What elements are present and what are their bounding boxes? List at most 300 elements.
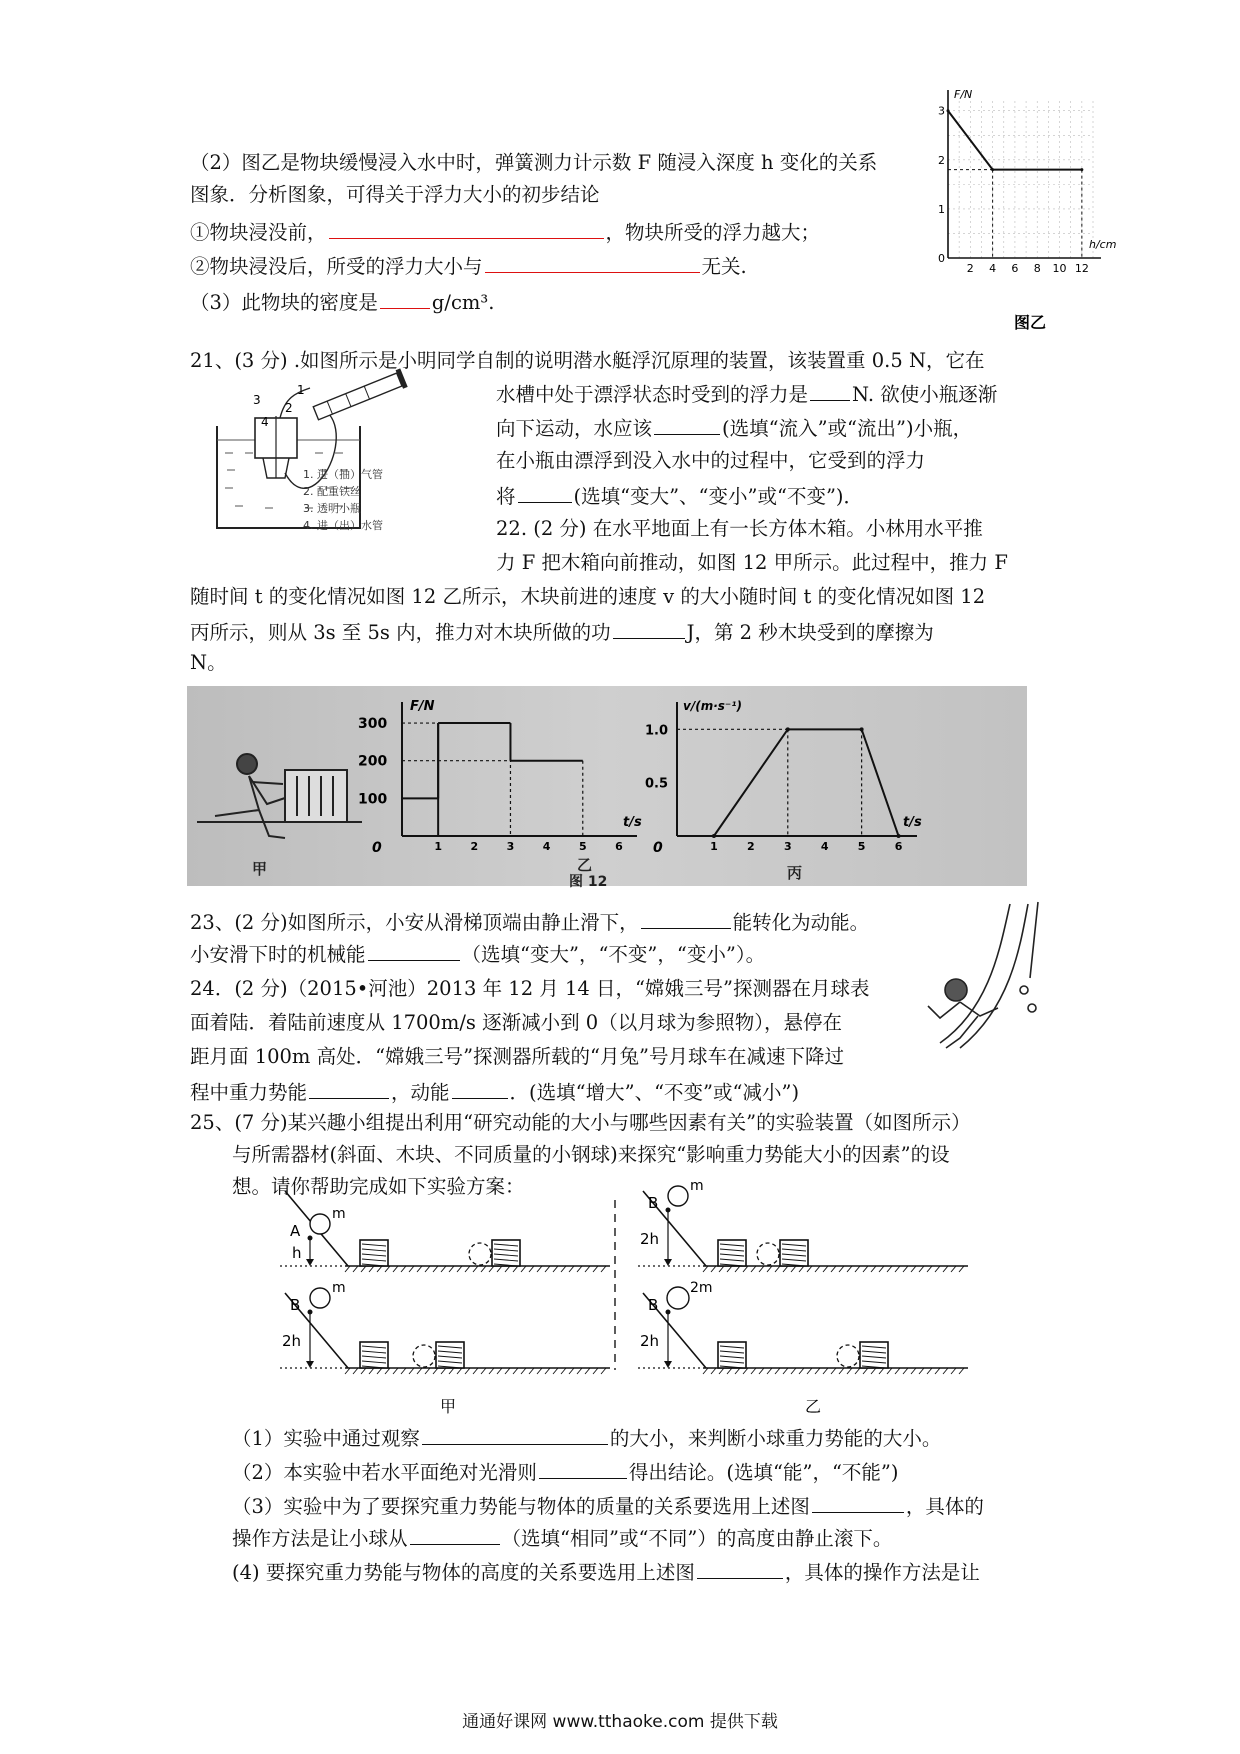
answer-blank[interactable] bbox=[812, 1492, 904, 1513]
x-tick-label: 4 bbox=[542, 840, 551, 853]
data-point bbox=[1080, 168, 1083, 171]
y-tick-label: 1.0 bbox=[645, 723, 669, 739]
mass-label: m bbox=[690, 1178, 704, 1194]
ground-hatch bbox=[489, 1266, 494, 1272]
x-tick-label: 4 bbox=[820, 840, 829, 853]
ground-hatch bbox=[831, 1266, 836, 1272]
ground-hatch bbox=[345, 1368, 350, 1374]
q20-line-2-1: （2）图乙是物块缓慢浸入水中时，弹簧测力计示数 F 随浸入深度 h 变化的关系 bbox=[190, 151, 878, 174]
q21-line-1: 21、(3 分) .如图所示是小明同学自制的说明潜水艇浮沉原理的装置，该装置重 0.5 N，它在 bbox=[190, 349, 985, 372]
ground-hatch bbox=[521, 1368, 526, 1374]
ground-hatch bbox=[601, 1368, 606, 1374]
experiment-diagrams bbox=[280, 1178, 968, 1374]
ground-hatch bbox=[735, 1368, 740, 1374]
q23-l1-pre: 23、(2 分)如图所示，小安从滑梯顶端由静止滑下， bbox=[190, 911, 639, 934]
q21-l5-pre: 将 bbox=[496, 485, 516, 508]
ground-hatch bbox=[569, 1266, 574, 1272]
origin-label: 0 bbox=[653, 840, 663, 856]
ball bbox=[310, 1288, 330, 1308]
ground-hatch bbox=[585, 1368, 590, 1374]
ground-hatch bbox=[959, 1368, 964, 1374]
height-label: 2h bbox=[282, 1332, 302, 1350]
ground-hatch bbox=[911, 1368, 916, 1374]
ground-hatch bbox=[465, 1368, 470, 1374]
q20-p3-pre: （3）此物块的密度是 bbox=[190, 291, 378, 314]
ground-hatch bbox=[855, 1368, 860, 1374]
ground-hatch bbox=[553, 1266, 558, 1272]
x-axis-label: t/s bbox=[903, 815, 922, 830]
data-point bbox=[786, 727, 790, 731]
fig-legend-1: 1. 进（抽）气管 bbox=[303, 468, 383, 481]
ground-hatch bbox=[409, 1266, 414, 1272]
ground-hatch bbox=[791, 1266, 796, 1272]
ground-hatch bbox=[585, 1266, 590, 1272]
fig-label-yi: 乙 bbox=[805, 1397, 822, 1416]
mass-label: 2m bbox=[690, 1280, 713, 1296]
x-tick-label: 4 bbox=[989, 262, 997, 275]
ground-hatch bbox=[703, 1368, 708, 1374]
q25-sub-4 bbox=[232, 1558, 980, 1586]
ground-hatch bbox=[393, 1368, 398, 1374]
ground-hatch bbox=[561, 1368, 566, 1374]
ground-hatch bbox=[513, 1368, 518, 1374]
arrow-head bbox=[664, 1361, 672, 1368]
x-tick-label: 6 bbox=[615, 840, 623, 853]
q20-c1-pre: ①物块浸没前， bbox=[190, 221, 327, 244]
ground-hatch bbox=[553, 1368, 558, 1374]
answer-blank[interactable] bbox=[697, 1558, 783, 1579]
ground-hatch bbox=[409, 1368, 414, 1374]
ground-hatch bbox=[847, 1368, 852, 1374]
ground-hatch bbox=[473, 1368, 478, 1374]
q20-c2-pre: ②物块浸没后，所受的浮力大小与 bbox=[190, 255, 483, 278]
ground-hatch bbox=[353, 1266, 358, 1272]
fig-legend-2: 2. 配重铁丝 bbox=[303, 485, 361, 498]
ground-hatch bbox=[719, 1266, 724, 1272]
ground-hatch bbox=[385, 1368, 390, 1374]
ball-ghost bbox=[469, 1243, 491, 1265]
q24-line-3: 距月面 100m 高处．“嫦娥三号”探测器所载的“月兔”号月球车在减速下降过 bbox=[190, 1045, 844, 1068]
answer-blank[interactable] bbox=[518, 482, 572, 503]
answer-blank[interactable] bbox=[641, 908, 731, 929]
q21-line-4: 在小瓶由漂浮到没入水中的过程中，它受到的浮力 bbox=[496, 449, 926, 472]
q25-line-3: 想。请你帮助完成如下实验方案： bbox=[232, 1175, 525, 1198]
q22-line-3: 随时间 t 的变化情况如图 12 乙所示，木块前进的速度 v 的大小随时间 t 的变化情况如图 12 bbox=[190, 585, 986, 608]
ground-hatch bbox=[711, 1368, 716, 1374]
q25-sub-2 bbox=[232, 1458, 899, 1486]
ground-hatch bbox=[457, 1266, 462, 1272]
ground-hatch bbox=[911, 1266, 916, 1272]
q20-density bbox=[190, 288, 494, 316]
ground-hatch bbox=[919, 1266, 924, 1272]
start-point bbox=[666, 1208, 671, 1213]
q22-l4-pre: 丙所示，则从 3s 至 5s 内，推力对木块所做的功 bbox=[190, 621, 611, 644]
q25-sub-3b bbox=[232, 1524, 892, 1552]
q20-conclusion-1 bbox=[190, 218, 820, 246]
ground-hatch bbox=[449, 1266, 454, 1272]
ground-hatch bbox=[433, 1266, 438, 1272]
ground-hatch bbox=[497, 1266, 502, 1272]
y-axis-label: v/(m·s⁻¹) bbox=[683, 699, 742, 713]
ground-hatch bbox=[767, 1266, 772, 1272]
ground-hatch bbox=[417, 1368, 422, 1374]
answer-blank[interactable] bbox=[309, 1078, 389, 1099]
ground-hatch bbox=[369, 1368, 374, 1374]
ground-hatch bbox=[815, 1266, 820, 1272]
origin-label: 0 bbox=[938, 252, 945, 265]
point-label: A bbox=[290, 1222, 301, 1240]
data-point bbox=[947, 109, 950, 112]
height-label: 2h bbox=[640, 1332, 660, 1350]
q25-line-2: 与所需器材(斜面、木块、不同质量的小钢球)来探究“影响重力势能大小的因素”的设 bbox=[232, 1143, 950, 1166]
fig-label-3: 3 bbox=[253, 393, 261, 407]
ground-hatch bbox=[927, 1368, 932, 1374]
answer-blank[interactable] bbox=[810, 380, 850, 401]
q25-s1-pre: （1）实验中通过观察 bbox=[232, 1427, 420, 1450]
data-point bbox=[991, 168, 994, 171]
y-tick-label: 1 bbox=[938, 202, 945, 216]
q21-l3-post: (选填“流入”或“流出”)小瓶， bbox=[722, 417, 973, 440]
ground-hatch bbox=[369, 1266, 374, 1272]
ground-hatch bbox=[831, 1368, 836, 1374]
ground-hatch bbox=[775, 1266, 780, 1272]
q21-line-3 bbox=[496, 414, 972, 442]
ground-hatch bbox=[577, 1368, 582, 1374]
ground-hatch bbox=[449, 1368, 454, 1374]
answer-blank[interactable] bbox=[613, 618, 685, 639]
ground-hatch bbox=[759, 1266, 764, 1272]
ground-hatch bbox=[919, 1368, 924, 1374]
start-point bbox=[666, 1310, 671, 1315]
height-label: h bbox=[292, 1244, 302, 1262]
q25-s3-pre: （3）实验中为了要探究重力势能与物体的质量的关系要选用上述图 bbox=[232, 1495, 810, 1518]
answer-blank[interactable] bbox=[654, 414, 720, 435]
q23-l1-post: 能转化为动能。 bbox=[732, 911, 870, 934]
ground-hatch bbox=[361, 1368, 366, 1374]
ground-hatch bbox=[887, 1266, 892, 1272]
ground-hatch bbox=[743, 1368, 748, 1374]
figure-12 bbox=[187, 686, 1027, 890]
q22-line-1: 22. (2 分) 在水平地面上有一长方体木箱。小林用水平推 bbox=[496, 517, 983, 540]
fig-yi-caption: 图乙 bbox=[1013, 313, 1047, 332]
ground-hatch bbox=[345, 1266, 350, 1272]
q22-line-2: 力 F 把木箱向前推动，如图 12 甲所示。此过程中，推力 F bbox=[496, 551, 1008, 574]
y-tick-label: 2 bbox=[938, 153, 945, 167]
arrow-head bbox=[306, 1259, 314, 1266]
x-tick-label: 5 bbox=[578, 840, 587, 853]
ground-hatch bbox=[727, 1368, 732, 1374]
ground-hatch bbox=[441, 1368, 446, 1374]
q20-conclusion-2 bbox=[190, 252, 747, 280]
arrow-head bbox=[664, 1259, 672, 1266]
answer-blank[interactable] bbox=[422, 1424, 608, 1445]
q23-line-1 bbox=[190, 908, 869, 936]
ground-hatch bbox=[465, 1266, 470, 1272]
q24-l4-pre: 程中重力势能 bbox=[190, 1081, 308, 1104]
x-tick-label: 6 bbox=[1011, 262, 1019, 275]
fig-yi-plot bbox=[938, 88, 1116, 275]
ground-hatch bbox=[537, 1266, 542, 1272]
y-tick-label: 200 bbox=[358, 753, 388, 770]
ground-hatch bbox=[871, 1266, 876, 1272]
footer-source: 通通好课网 www.tthaoke.com 提供下载 bbox=[462, 1712, 778, 1732]
q25-s2-pre: （2）本实验中若水平面绝对光滑则 bbox=[232, 1461, 537, 1484]
q25-s3-post: ，具体的 bbox=[905, 1495, 984, 1518]
answer-blank[interactable] bbox=[380, 288, 430, 309]
ground-hatch bbox=[943, 1368, 948, 1374]
ground-hatch bbox=[529, 1368, 534, 1374]
ground-hatch bbox=[735, 1266, 740, 1272]
ground-hatch bbox=[425, 1266, 430, 1272]
q25-s3b-post: （选填“相同”或“不同”）的高度由静止滚下。 bbox=[501, 1527, 893, 1550]
ground-hatch bbox=[767, 1368, 772, 1374]
ball-ghost bbox=[413, 1345, 435, 1367]
ground-hatch bbox=[751, 1368, 756, 1374]
ground-hatch bbox=[521, 1266, 526, 1272]
label-yi: 乙 bbox=[577, 856, 593, 874]
q22-line-4 bbox=[190, 618, 934, 646]
ground-hatch bbox=[401, 1266, 406, 1272]
q25-sub-3 bbox=[232, 1492, 984, 1520]
x-tick-label: 12 bbox=[1074, 262, 1089, 275]
q24-line-4 bbox=[190, 1078, 799, 1106]
data-point bbox=[712, 834, 716, 838]
ground-hatch bbox=[823, 1368, 828, 1374]
answer-blank[interactable] bbox=[368, 940, 460, 961]
fig-label-2: 2 bbox=[285, 401, 293, 415]
ground-hatch bbox=[473, 1266, 478, 1272]
x-tick-label: 1 bbox=[710, 840, 718, 853]
q23-l2-pre: 小安滑下时的机械能 bbox=[190, 943, 366, 966]
x-tick-label: 6 bbox=[894, 840, 903, 853]
ground-hatch bbox=[943, 1266, 948, 1272]
mass-label: m bbox=[332, 1280, 346, 1296]
start-point bbox=[308, 1310, 313, 1315]
ground-hatch bbox=[601, 1266, 606, 1272]
ground-hatch bbox=[377, 1368, 382, 1374]
ground-hatch bbox=[895, 1266, 900, 1272]
q25-sub-1 bbox=[232, 1424, 941, 1452]
x-tick-label: 3 bbox=[506, 840, 515, 853]
answer-blank[interactable] bbox=[410, 1524, 500, 1545]
f-h-line bbox=[948, 111, 1082, 170]
q21-l5-post: (选填“变大”、“变小”或“不变”)． bbox=[573, 485, 864, 508]
ball-ghost bbox=[837, 1345, 859, 1367]
ground-hatch bbox=[743, 1266, 748, 1272]
x-tick-label: 2 bbox=[966, 262, 974, 275]
ground-hatch bbox=[425, 1368, 430, 1374]
ground-hatch bbox=[863, 1266, 868, 1272]
q24-l4-mid: ，动能 bbox=[391, 1081, 450, 1104]
point-label: B bbox=[648, 1296, 659, 1314]
ground-hatch bbox=[529, 1266, 534, 1272]
ground-hatch bbox=[505, 1368, 510, 1374]
q25-s2-post: 得出结论。(选填“能”，“不能”) bbox=[628, 1461, 899, 1484]
ground-hatch bbox=[561, 1266, 566, 1272]
answer-blank[interactable] bbox=[452, 1078, 508, 1099]
fig-label-4: 4 bbox=[261, 415, 269, 429]
q24-line-2: 面着陆．着陆前速度从 1700m/s 逐渐减小到 0（以月球为参照物），悬停在 bbox=[190, 1011, 842, 1034]
ground-hatch bbox=[935, 1266, 940, 1272]
ground-hatch bbox=[775, 1368, 780, 1374]
q24-l4-post: ．(选填“增大”、“不变”或“减小”) bbox=[509, 1081, 800, 1104]
ground-hatch bbox=[903, 1266, 908, 1272]
ground-hatch bbox=[871, 1368, 876, 1374]
x-tick-label: 3 bbox=[783, 840, 792, 853]
q21-line-5 bbox=[496, 482, 863, 510]
q25-s3b-pre: 操作方法是让小球从 bbox=[232, 1527, 408, 1550]
y-tick-label: 3 bbox=[938, 104, 945, 118]
ground-hatch bbox=[951, 1368, 956, 1374]
ground-hatch bbox=[433, 1368, 438, 1374]
q20-line-2-2: 图象．分析图象，可得关于浮力大小的初步结论 bbox=[190, 183, 600, 206]
ground-hatch bbox=[505, 1266, 510, 1272]
ground-hatch bbox=[537, 1368, 542, 1374]
ground-hatch bbox=[513, 1266, 518, 1272]
ground-hatch bbox=[353, 1368, 358, 1374]
ground-hatch bbox=[791, 1368, 796, 1374]
ground-hatch bbox=[807, 1368, 812, 1374]
arrow-head bbox=[306, 1361, 314, 1368]
point-label: B bbox=[290, 1296, 301, 1314]
ground-hatch bbox=[815, 1368, 820, 1374]
data-point bbox=[897, 834, 901, 838]
ground-hatch bbox=[377, 1266, 382, 1272]
x-tick-label: 2 bbox=[747, 840, 755, 853]
ground-hatch bbox=[823, 1266, 828, 1272]
ground-hatch bbox=[903, 1368, 908, 1374]
ground-hatch bbox=[879, 1266, 884, 1272]
ball bbox=[668, 1186, 688, 1206]
ground-hatch bbox=[569, 1368, 574, 1374]
ground-hatch bbox=[577, 1266, 582, 1272]
height-label: 2h bbox=[640, 1230, 660, 1248]
ground-hatch bbox=[799, 1266, 804, 1272]
q21-l3-pre: 向下运动，水应该 bbox=[496, 417, 653, 440]
label-jia: 甲 bbox=[252, 860, 268, 878]
q25-line-1: 25、(7 分)某兴趣小组提出利用“研究动能的大小与哪些因素有关”的实验装置（如图所示） bbox=[190, 1111, 971, 1134]
ground-hatch bbox=[711, 1266, 716, 1272]
q21-l2-pre: 水槽中处于漂浮状态时受到的浮力是 bbox=[496, 383, 809, 406]
ground-hatch bbox=[839, 1368, 844, 1374]
q22-l4-post: J，第 2 秒木块受到的摩擦为 bbox=[686, 621, 934, 644]
x-axis-label: h/cm bbox=[1089, 238, 1117, 251]
ball-ghost bbox=[757, 1243, 779, 1265]
ground-hatch bbox=[489, 1368, 494, 1374]
q25-s1-post: 的大小，来判断小球重力势能的大小。 bbox=[609, 1427, 942, 1450]
answer-blank[interactable] bbox=[539, 1458, 627, 1479]
q20-c2-post: 无关. bbox=[701, 255, 747, 278]
point-label: B bbox=[648, 1194, 659, 1212]
ground-hatch bbox=[545, 1266, 550, 1272]
start-point bbox=[308, 1236, 313, 1241]
ground-hatch bbox=[441, 1266, 446, 1272]
ground-hatch bbox=[393, 1266, 398, 1272]
q23-line-2 bbox=[190, 940, 765, 968]
ground-hatch bbox=[593, 1368, 598, 1374]
ground-hatch bbox=[417, 1266, 422, 1272]
ground-hatch bbox=[703, 1266, 708, 1272]
x-tick-label: 8 bbox=[1033, 262, 1041, 275]
ground-hatch bbox=[847, 1266, 852, 1272]
ground-hatch bbox=[759, 1368, 764, 1374]
ground-hatch bbox=[457, 1368, 462, 1374]
slide-illustration bbox=[920, 898, 1050, 1058]
origin-label: 0 bbox=[372, 840, 382, 856]
ground-hatch bbox=[807, 1266, 812, 1272]
q20-c1-post: ，物块所受的浮力越大； bbox=[605, 221, 821, 244]
ball bbox=[667, 1287, 689, 1309]
y-tick-label: 100 bbox=[358, 791, 388, 808]
ground-hatch bbox=[951, 1266, 956, 1272]
q21-l2-post: N. 欲使小瓶逐渐 bbox=[852, 383, 998, 406]
ground-hatch bbox=[385, 1266, 390, 1272]
x-tick-label: 5 bbox=[857, 840, 866, 853]
q24-line-1: 24．(2 分)（2015•河池）2013 年 12 月 14 日，“嫦娥三号”探测器在月球表 bbox=[190, 977, 870, 1000]
ball bbox=[310, 1214, 330, 1234]
q25-s4-pre: (4) 要探究重力势能与物体的高度的关系要选用上述图 bbox=[232, 1561, 695, 1584]
ground-hatch bbox=[361, 1266, 366, 1272]
ground-hatch bbox=[719, 1368, 724, 1374]
ground-hatch bbox=[751, 1266, 756, 1272]
mass-label: m bbox=[332, 1206, 346, 1222]
submarine-apparatus-figure bbox=[205, 378, 475, 538]
x-tick-label: 2 bbox=[470, 840, 479, 853]
ground-hatch bbox=[855, 1266, 860, 1272]
ground-hatch bbox=[783, 1368, 788, 1374]
x-tick-label: 1 bbox=[434, 840, 442, 853]
ground-hatch bbox=[545, 1368, 550, 1374]
answer-blank[interactable] bbox=[329, 218, 604, 239]
fig-label-jia: 甲 bbox=[440, 1397, 457, 1416]
answer-blank[interactable] bbox=[485, 252, 700, 273]
y-tick-label: 0.5 bbox=[645, 776, 669, 792]
q25-s4-post: ，具体的操作方法是让 bbox=[784, 1561, 980, 1584]
fig-legend-4: 4. 进（出）水管 bbox=[303, 519, 383, 532]
fig-yi-force-depth-chart bbox=[930, 90, 1130, 340]
x-tick-label: 10 bbox=[1052, 262, 1067, 275]
y-axis-label: F/N bbox=[954, 88, 973, 101]
y-tick-label: 300 bbox=[358, 716, 388, 733]
ground-hatch bbox=[799, 1368, 804, 1374]
ground-hatch bbox=[783, 1266, 788, 1272]
x-axis-label: t/s bbox=[623, 815, 642, 830]
ground-hatch bbox=[401, 1368, 406, 1374]
ground-hatch bbox=[593, 1266, 598, 1272]
data-point bbox=[860, 727, 864, 731]
ground-hatch bbox=[497, 1368, 502, 1374]
figure-12-caption: 图 12 bbox=[569, 874, 608, 890]
ground-hatch bbox=[879, 1368, 884, 1374]
ground-hatch bbox=[481, 1368, 486, 1374]
ground-hatch bbox=[863, 1368, 868, 1374]
label-bing: 丙 bbox=[787, 864, 803, 882]
ground-hatch bbox=[927, 1266, 932, 1272]
ground-hatch bbox=[481, 1266, 486, 1272]
q21-line-2 bbox=[496, 380, 997, 408]
q20-p3-unit: g/cm³. bbox=[431, 291, 495, 314]
fig-legend-3: 3. 透明小瓶 bbox=[303, 502, 361, 515]
ground-hatch bbox=[935, 1368, 940, 1374]
fig-label-1: 1 bbox=[297, 383, 305, 397]
q22-line-5: N。 bbox=[190, 651, 227, 674]
ground-hatch bbox=[727, 1266, 732, 1272]
ground-hatch bbox=[839, 1266, 844, 1272]
ground-hatch bbox=[959, 1266, 964, 1272]
y-axis-label: F/N bbox=[410, 699, 435, 714]
q23-l2-post: （选填“变大”，“不变”，“变小”）。 bbox=[461, 943, 766, 966]
ground-hatch bbox=[895, 1368, 900, 1374]
